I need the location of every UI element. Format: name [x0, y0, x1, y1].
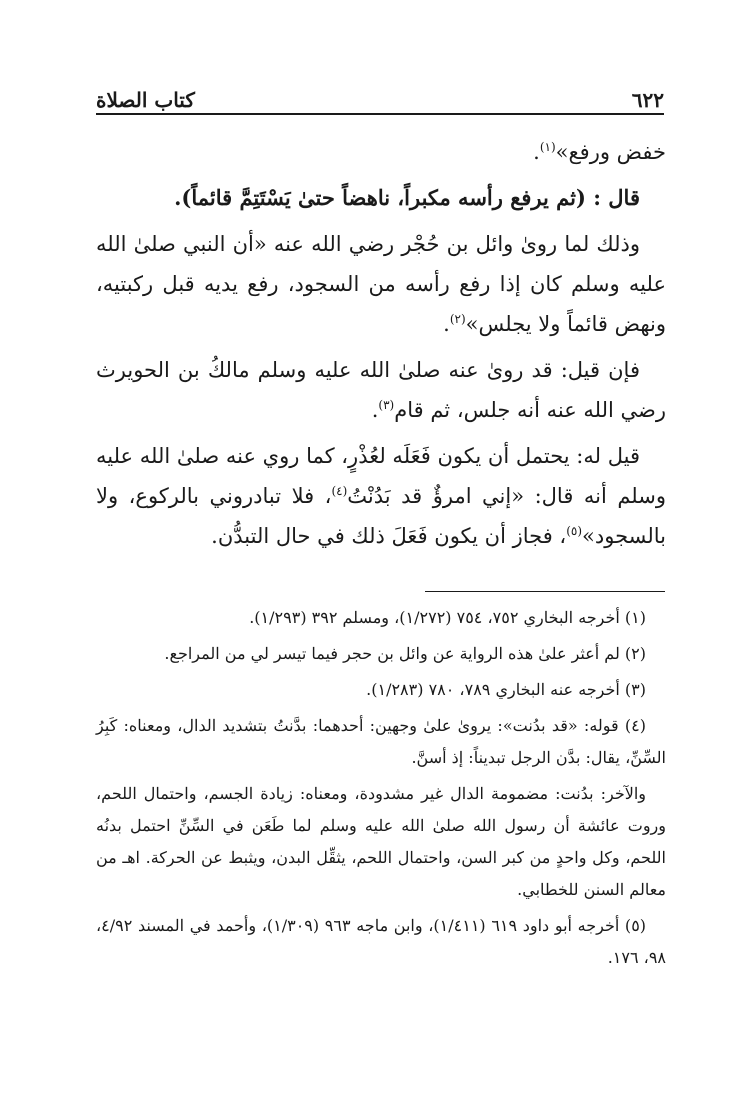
paragraph-5: قيل له: يحتمل أن يكون فَعَلَه لعُذْرٍ، كما روي عنه صلىٰ الله عليه وسلم أنه قال: «إني امرؤٌ قد بَدُنْتُ$^{(٤)}$، فلا تبادروني بالركوع، ولا بالسجود»$^{(٥)}$، فجاز أن يكون فَعَلَ ذلك في حال التبدُّن. — [96, 444, 666, 548]
footnote-ref-5[interactable]: (٥) — [566, 524, 583, 538]
footnote-1: (١) أخرجه البخاري ٧٥٢، ٧٥٤ (١/٢٧٢)، ومسلم ٣٩٢ (١/٢٩٣). — [249, 608, 646, 627]
header-rule — [96, 113, 664, 115]
paragraph-1: خفض ورفع»$^{(١)}$. — [533, 140, 666, 164]
footnote-ref-4[interactable]: (٤) — [331, 484, 348, 498]
paragraph-4: فإن قيل: قد روىٰ عنه صلىٰ الله عليه وسلم مالكُ بن الحويرث رضي الله عنه أنه جلس، ثم قام$^{(٣)}$. — [96, 358, 666, 422]
running-header — [96, 78, 664, 112]
qala-label: قال : — [593, 185, 640, 210]
page-number: ٦٢٢ — [631, 88, 664, 112]
footnote-3: (٣) أخرجه عنه البخاري ٧٨٩، ٧٨٠ (١/٢٨٣). — [366, 680, 646, 699]
footnotes — [96, 602, 666, 978]
footnote-4-continued: والآخر: بدُنت: مضمومة الدال غير مشدودة، ومعناه: زيادة الجسم، واحتمال اللحم، وروت عائشة أن رسول الله صلىٰ الله عليه وسلم لما طَعَن في السِّنِّ احتمل بدنُه اللحم، وكل واحدٍ من كبر السن، واحتمال اللحم، يثقِّل البدن، ويثبط عن الحركة. اهـ من معالم السنن للخطابي. — [96, 784, 666, 899]
paragraph-3: وذلك لما روىٰ وائل بن حُجْر رضي الله عنه «أن النبي صلىٰ الله عليه وسلم كان إذا رفع رأسه من السجود، رفع يديه قبل ركبتيه، ونهض قائماً ولا يجلس»$^{(٢)}$. — [96, 232, 666, 336]
footnote-ref-2[interactable]: (٢) — [449, 312, 466, 326]
book-title: كتاب الصلاة — [96, 88, 195, 112]
paragraph-2: قال : (ثم يرفع رأسه مكبراً، ناهضاً حتىٰ يَسْتَتِمَّ قائماً). — [174, 185, 640, 210]
main-text — [96, 132, 666, 562]
footnote-ref-3[interactable]: (٣) — [378, 398, 395, 412]
footnote-4: (٤) قوله: «قد بدُنت»: يروىٰ علىٰ وجهين: أحدهما: بدَّنتُ بتشديد الدال، ومعناه: كَبِرُ السِّنِّ، يقال: بدَّن الرجل تبديناً: إذ أسنَّ. — [96, 716, 666, 767]
footnote-ref-1[interactable]: (١) — [539, 140, 556, 154]
footnote-5: (٥) أخرجه أبو داود ٦١٩ (١/٤١١)، وابن ماجه ٩٦٣ (١/٣٠٩)، وأحمد في المسند ٤/٩٢، ٩٨، ١٧٦. — [96, 916, 666, 967]
footnote-2: (٢) لم أعثر علىٰ هذه الرواية عن وائل بن حجر فيما تيسر لي من المراجع. — [164, 644, 646, 663]
footnote-separator — [425, 591, 665, 592]
